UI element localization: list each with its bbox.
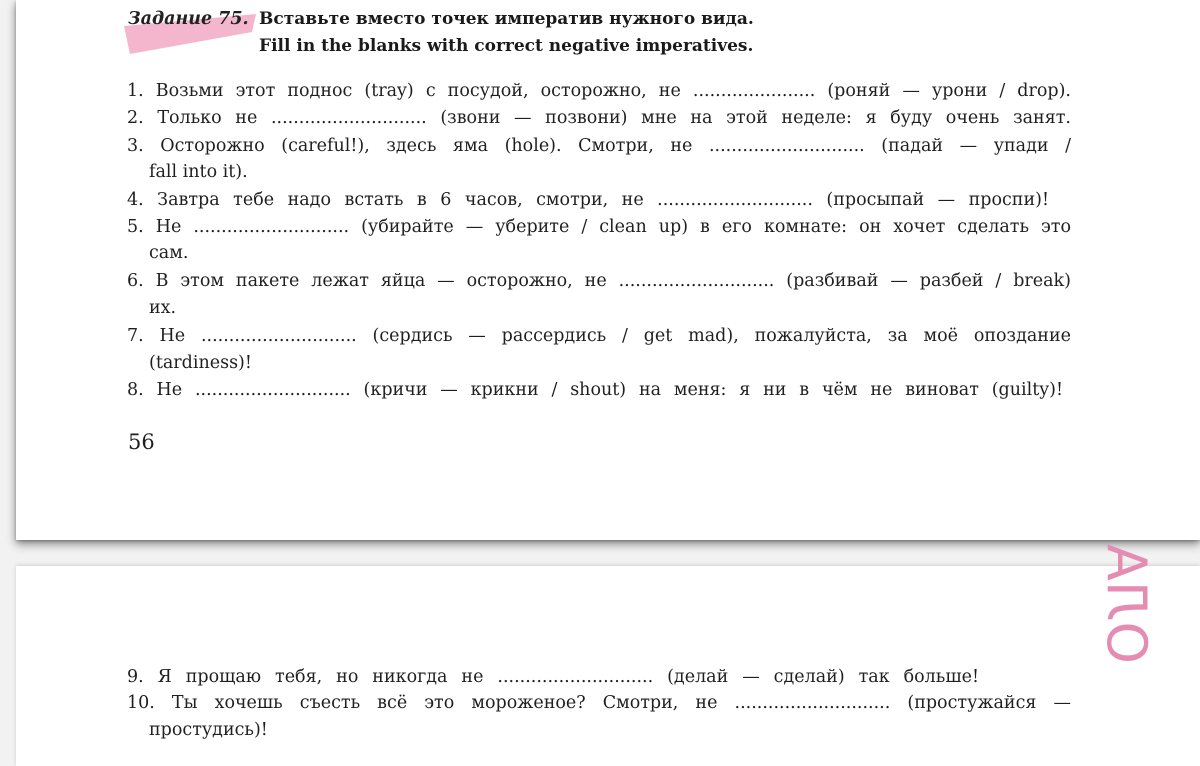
exercise-line-4: 4. Завтра тебе надо встать в 6 часов, смотри, не ............................ (просыпай — проспи)! [127,190,1049,210]
exercise-line-7: 7. Не ............................ (сердись — рассердись / get mad), пожалуйста, за моё опоздание [127,326,1071,346]
task-label: Задание 75. [128,9,249,29]
exercise-line-9: 9. Я прощаю тебя, но никогда не ............................ (делай — сделай) так больше! [127,667,979,687]
exercise-line-10: 10. Ты хочешь съесть всё это мороженое? Смотри, не ............................ (простужайся — [127,693,1071,713]
instruction-russian: Вставьте вместо точек императив нужного вида. [259,9,754,29]
exercise-line-8: 8. Не ............................ (кричи — крикни / shout) на меня: я ни в чём не виноват (guilty)! [127,380,1063,400]
exercise-line-2: 2. Только не ............................ (звони — позвони) мне на этой неделе: я буду очень занят. [127,108,1071,128]
exercise-line-10-cont: простудись)! [149,720,268,740]
exercise-line-5: 5. Не ............................ (убирайте — уберите / clean up) в его комнате: он хочет сделать это [127,217,1071,237]
exercise-line-7-cont: (tardiness)! [149,353,252,373]
exercise-line-3: 3. Осторожно (careful!), здесь яма (hole). Смотри, не ............................ (падай — упади / [127,136,1071,156]
side-running-title [1095,543,1168,744]
exercise-line-6-cont: их. [149,298,177,318]
exercise-line-3-cont: fall into it). [149,162,248,182]
exercise-line-5-cont: сам. [149,243,189,263]
side-running-title-text: ОЛА [1095,543,1158,664]
instruction-english: Fill in the blanks with correct negative imperatives. [259,36,754,56]
page-number: 56 [128,430,155,454]
exercise-line-6: 6. В этом пакете лежат яйца — осторожно, не ............................ (разбивай — разбей / break) [127,271,1071,291]
exercise-line-1: 1. Возьми этот поднос (tray) с посудой, осторожно, не ...................... (роняй — урони / drop). [127,81,1071,101]
